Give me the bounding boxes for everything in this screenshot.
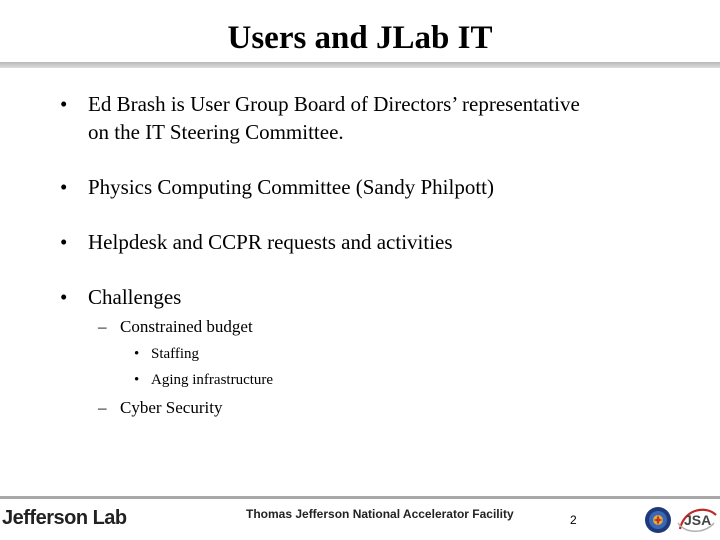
title-divider xyxy=(0,62,720,68)
bullet-text: Ed Brash is User Group Board of Directors’ representative xyxy=(88,92,580,116)
footer-divider xyxy=(0,496,720,499)
bullet-marker: • xyxy=(60,230,68,254)
sub-sub-bullet-text: Aging infrastructure xyxy=(151,372,274,388)
sub-bullet-marker: – xyxy=(98,317,107,336)
sub-bullet-text: Constrained budget xyxy=(120,317,253,336)
bullet-marker: • xyxy=(60,175,68,199)
sub-sub-bullet-marker: • xyxy=(134,346,140,362)
sub-sub-bullet-marker: • xyxy=(134,372,140,388)
bullet-marker: • xyxy=(60,92,68,116)
jsa-logo-text: JSA xyxy=(684,512,712,528)
bullet-text: Challenges xyxy=(88,285,182,309)
bullet-marker: • xyxy=(60,285,68,309)
jsa-logo xyxy=(676,503,718,537)
page-number: 2 xyxy=(570,513,577,527)
jefferson-lab-logo: Jefferson Lab xyxy=(2,507,127,529)
sub-sub-bullet-text: Staffing xyxy=(151,346,200,362)
sub-bullet-marker: – xyxy=(98,398,107,417)
bullet-text-continued: on the IT Steering Committee. xyxy=(88,120,344,144)
bullet-text: Helpdesk and CCPR requests and activities xyxy=(88,230,453,254)
doe-seal-icon xyxy=(644,506,672,534)
facility-name: Thomas Jefferson National Accelerator Facility xyxy=(246,507,514,521)
bullet-text: Physics Computing Committee (Sandy Philpott) xyxy=(88,175,495,199)
sub-bullet-text: Cyber Security xyxy=(120,398,223,417)
slide-title: Users and JLab IT xyxy=(227,20,493,56)
